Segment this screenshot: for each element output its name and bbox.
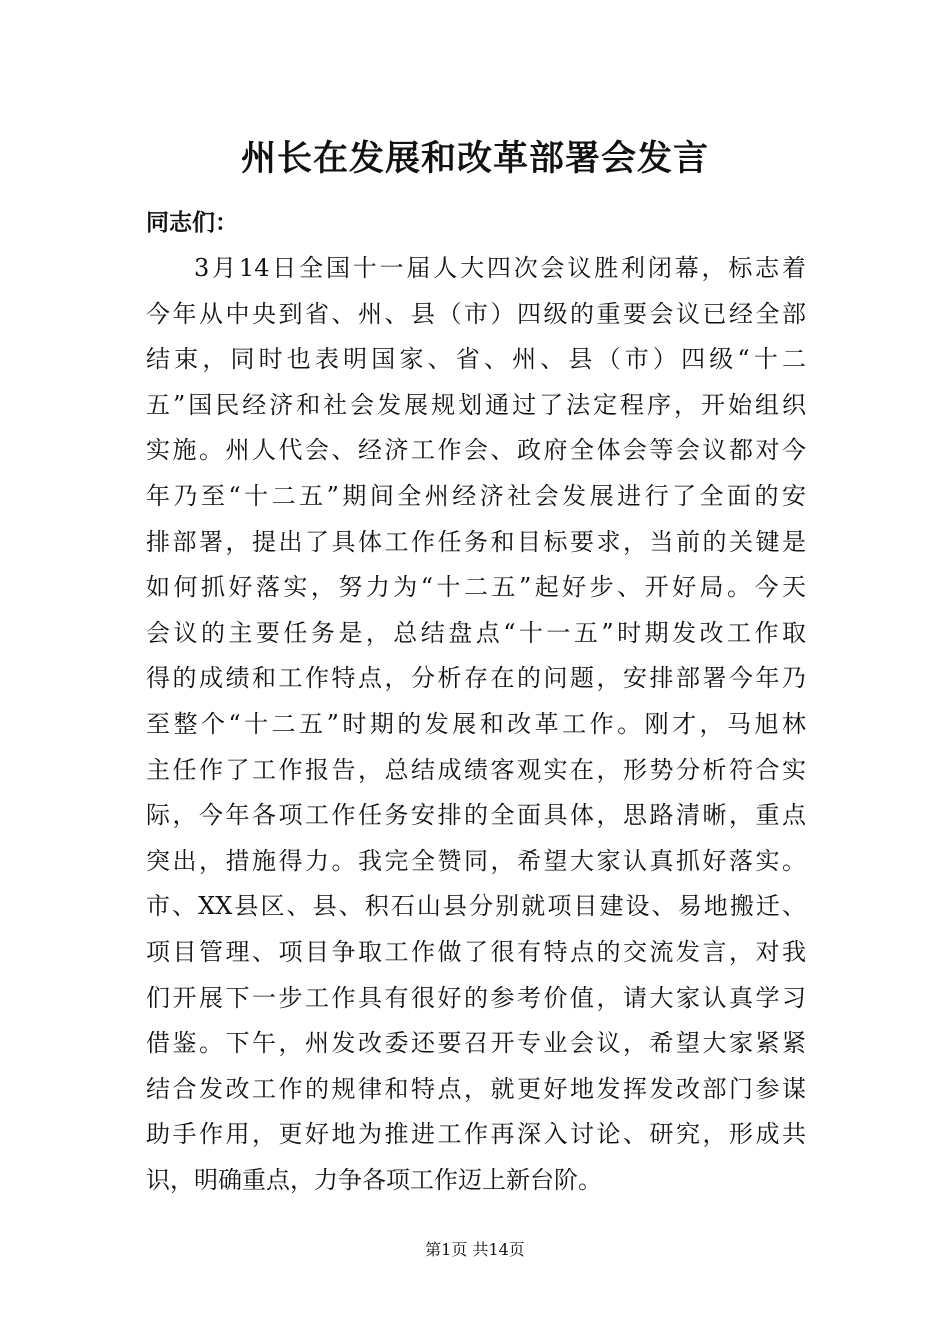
text-line: 们开展下一步工作具有很好的参考价值，请大家认真学习 (146, 983, 806, 1012)
page-footer: 第1页 共14页 (425, 1240, 525, 1259)
text-line: 借鉴。下午，州发改委还要召开专业会议，希望大家紧紧 (146, 1029, 806, 1058)
text-line: 识，明确重点，力争各项工作迈上新台阶。 (146, 1165, 602, 1194)
text-line: 年乃至“十二五”期间全州经济社会发展进行了全面的安 (146, 481, 806, 510)
text-line: 会议的主要任务是，总结盘点“十一五”时期发改工作取 (146, 618, 806, 647)
text-line: 今年从中央到省、州、县（市）四级的重要会议已经全部 (146, 299, 806, 328)
text-line: 突出，措施得力。我完全赞同，希望大家认真抓好落实。 (146, 846, 806, 875)
text-line: 际，今年各项工作任务安排的全面具体，思路清晰，重点 (146, 801, 806, 830)
salutation: 同志们： (146, 209, 238, 236)
text-line: 排部署，提出了具体工作任务和目标要求，当前的关键是 (146, 527, 806, 556)
text-line: 结束，同时也表明国家、省、州、县（市）四级“十二 (146, 345, 806, 374)
text-line: 结合发改工作的规律和特点，就更好地发挥发改部门参谋 (146, 1074, 806, 1103)
document-title: 州长在发展和改革部署会发言 (240, 138, 709, 179)
text-line: 五”国民经济和社会发展规划通过了法定程序，开始组织 (146, 390, 806, 419)
text-line: 3月14日全国十一届人大四次会议胜利闭幕，标志着 (194, 254, 806, 282)
text-line: 市、XX县区、县、积石山县分别就项目建设、易地搬迁、 (146, 892, 806, 921)
text-line: 主任作了工作报告，总结成绩客观实在，形势分析符合实 (146, 755, 806, 784)
body-paragraph (146, 246, 806, 1203)
text-line: 如何抓好落实，努力为“十二五”起好步、开好局。今天 (146, 573, 806, 602)
text-line: 至整个“十二五”时期的发展和改革工作。刚才，马旭林 (146, 709, 806, 738)
text-line: 助手作用，更好地为推进工作再深入讨论、研究，形成共 (146, 1120, 806, 1149)
text-line: 得的成绩和工作特点，分析存在的问题，安排部署今年乃 (146, 664, 806, 693)
text-line: 实施。州人代会、经济工作会、政府全体会等会议都对今 (146, 436, 806, 465)
text-line: 项目管理、项目争取工作做了很有特点的交流发言，对我 (146, 937, 806, 966)
